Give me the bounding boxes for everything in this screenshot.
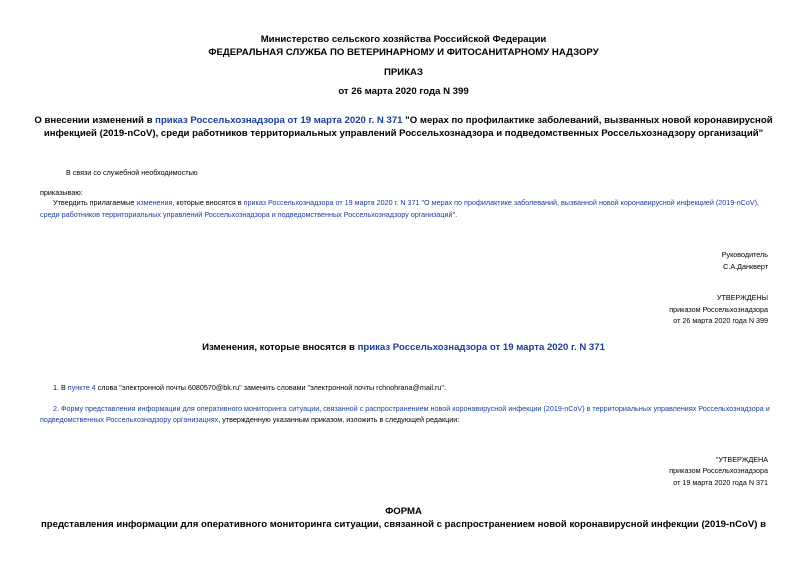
item2-form-link[interactable]: 2. Форму представления информации для оперативного мониторинга ситуации, связанной с распространением новой коронавирусной инфекции (2019-nCoV) в территориальных управлениях Россельхознадзора и	[53, 404, 770, 413]
document-type: ПРИКАЗ	[384, 67, 423, 78]
form-subtitle: представления информации для оперативного мониторинга ситуации, связанной с распространением новой коронавирусной инфекции (2019-nCoV) в	[40, 519, 767, 530]
title-prefix: О внесении изменений в	[34, 115, 156, 126]
changes-link[interactable]: изменения	[136, 198, 173, 207]
signature-position: Руководитель	[721, 250, 768, 259]
p1-text-a: Утвердить прилагаемые	[53, 198, 137, 207]
title-link[interactable]: приказ Россельхознадзора от 19 марта 2020 г. N 371	[155, 115, 403, 126]
document-title-line1	[0, 115, 807, 126]
approval1-line2: приказом Россельхознадзора	[669, 305, 768, 314]
approval1-line3: от 26 марта 2020 года N 399	[673, 316, 768, 325]
p1-end: .	[455, 209, 458, 219]
intro-text: В связи со служебной необходимостью	[66, 168, 198, 177]
ministry-name: Министерство сельского хозяйства Российской Федерации	[260, 34, 547, 45]
change-item-2-line2	[40, 414, 459, 426]
document-title-line2: инфекцией (2019-nCoV), среди работников территориальных управлений Россельхознадзора и подведомственных Россельхознадзору организаций"	[43, 128, 764, 139]
order-371-link-cont[interactable]: среди работников территориальных управлений Россельхознадзора и подведомственных Россельхознадзору организаций"	[40, 209, 456, 219]
approval2-line1: "УТВЕРЖДЕНА	[715, 455, 768, 464]
form-title: ФОРМА	[385, 506, 422, 517]
change-item-2-line1	[53, 403, 770, 415]
item1-text-a: 1. В	[53, 383, 68, 392]
item2-rest: , утвержденную указанным приказом, изложить в следующей редакции:	[218, 415, 460, 424]
p1-text-b: , которые вносятся в	[172, 198, 244, 207]
title-rest: "О мерах по профилактике заболеваний, вызванных новой коронавирусной	[402, 115, 773, 126]
approval2-line2: приказом Россельхознадзора	[669, 466, 768, 475]
item2-form-link-cont[interactable]: подведомственных Россельхознадзору организациях	[40, 415, 219, 424]
changes-heading-link[interactable]: приказ Россельхознадзора от 19 марта 2020 г. N 371	[357, 342, 605, 353]
document-date: от 26 марта 2020 года N 399	[338, 86, 469, 97]
changes-heading	[0, 342, 807, 353]
changes-heading-prefix: Изменения, которые вносятся в	[202, 342, 358, 353]
item1-point4-link[interactable]: пункте 4	[67, 383, 96, 392]
change-item-1	[53, 382, 446, 394]
order-371-link[interactable]: приказ Россельхознадзора от 19 марта 2020 г. N 371 "О мерах по профилактике заболеваний, вызванной новой коронавирусной инфекцией (2019-nCoV),	[243, 198, 760, 207]
signature-name: С.А.Данкверт	[723, 262, 768, 271]
order-word: приказываю:	[40, 188, 83, 197]
order-paragraph	[40, 197, 770, 220]
service-name: ФЕДЕРАЛЬНАЯ СЛУЖБА ПО ВЕТЕРИНАРНОМУ И ФИТОСАНИТАРНОМУ НАДЗОРУ	[208, 47, 599, 58]
approval2-line3: от 19 марта 2020 года N 371	[673, 478, 768, 487]
item1-text-b: слова "электронной почты 6080570@bk.ru" заменить словами "электронной почты rchnohrana@mail.ru".	[95, 383, 446, 392]
approval1-line1: УТВЕРЖДЕНЫ	[716, 293, 768, 302]
